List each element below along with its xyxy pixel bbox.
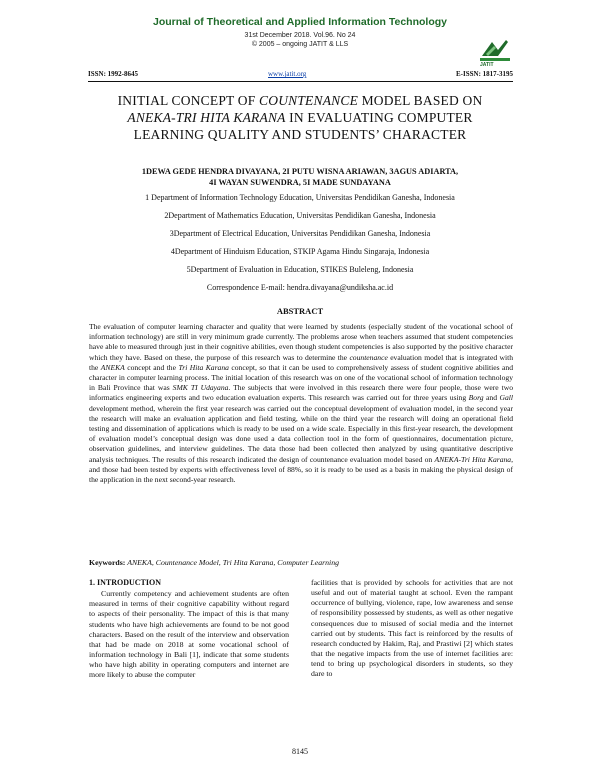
correspondence-email: Correspondence E-mail: hendra.divayana@undiksha.ac.id — [206, 283, 394, 292]
eissn: E-ISSN: 1817-3195 — [456, 70, 513, 78]
keywords-text: ANEKA, Countenance Model, Tri Hita Karana, Computer Learning — [125, 558, 340, 567]
abstract-text: development method, wherein the first year research was carried out the conceptual development of evaluation model, in the second year the research will make an evaluation application and field testing, while on the third year the research will doing an operational field testing and dissemination of applications which is ready to be used on a wide scale. Especially in this first-year research, the development of evaluation model’s conceptual design was done used a data collection tool in the form of questionnaires, documentation picture, observation guidelines, and interview guidelines. The data those had been collected then analyzed by using quantitative descriptive analysis techniques. The results of this research indicated the design of countenance evaluation model based on — [89, 403, 513, 464]
affiliation-4: 4Department of Hinduism Education, STKIP Agama Hindu Singaraja, Indonesia — [170, 247, 430, 256]
abstract-italic: SMK TI Udayana — [172, 383, 229, 393]
abstract-text: and — [483, 393, 500, 403]
title-text-6: LEARNING QUALITY AND STUDENTS’ CHARACTER — [133, 127, 467, 142]
title-text-1: INITIAL CONCEPT OF — [117, 93, 260, 108]
author-list — [90, 166, 510, 188]
authors-line-2: 4I WAYAN SUWENDRA, 5I MADE SUNDAYANA — [209, 178, 391, 187]
journal-title: Journal of Theoretical and Applied Information Technology — [152, 16, 447, 28]
abstract-italic: Tri Hita Karana — [178, 362, 229, 372]
section-heading: 1. INTRODUCTION — [89, 578, 162, 587]
abstract-body — [89, 322, 513, 485]
authors-line-1: 1DEWA GEDE HENDRA DIVAYANA, 2I PUTU WISNA ARIAWAN, 3AGUS ADIARTA, — [141, 167, 459, 176]
affiliation-1: 1 Department of Information Technology Education, Universitas Pendidikan Ganesha, Indonesia — [145, 193, 455, 202]
abstract-text: concept, so that it can be used to comprehensively assess of student cognitive abilities and character in computer learning process. The initial location of this research was on one of the vocational school of information technology in Bali Province that was — [89, 362, 514, 393]
abstract-text: , and those had been tested by experts with effectiveness level of 88%, so it is ready to be used as a basis in making the physical design of the application in the next second-year research. — [89, 454, 513, 485]
column-right — [311, 578, 513, 680]
affiliation-3: 3Department of Electrical Education, Universitas Pendidikan Ganesha, Indonesia — [169, 229, 431, 238]
abstract-text: The evaluation of computer learning character and quality that were learned by students (especially student of the vocational school of information technology) are still in very minimum grade currently. The problems arose when teachers assumed that student competencies have able to measured through just in their cognitive abilities, even though student competencies is also supported by the positive character which they have. Based on these, the purpose of this research was to determine the — [89, 322, 513, 362]
abstract-italic: Borg — [468, 393, 484, 403]
title-text-5: IN EVALUATING COMPUTER — [285, 110, 473, 125]
abstract-italic: countenance — [349, 352, 388, 362]
abstract-text: concept and the — [124, 362, 179, 372]
affiliation-5: 5Department of Evaluation in Education, STIKES Buleleng, Indonesia — [186, 265, 414, 274]
logo-text: JATIT — [480, 62, 494, 68]
title-text-3: MODEL BASED ON — [358, 93, 483, 108]
abstract-heading: ABSTRACT — [276, 306, 324, 316]
abstract-italic: Gall — [499, 393, 513, 403]
intro-paragraph-right: facilities that is provided by schools for activities that are not useful and out of material taught at school. Even the rampant occurrence of bullying, violence, rape, low awareness and sense of responsibility possessed by students, as well as other negative consequences due to misused of social media and the internet carried out by students. This fact is reinforced by the results of research conducted by Hakim, Raj, and Prastiwi [2] which states that the negative impacts from the use of internet facilities are: tend to bring up psychological disorders in students, so they dare to — [311, 578, 513, 679]
journal-url-link[interactable]: www.jatit.org — [268, 70, 307, 78]
intro-paragraph-left: Currently competency and achievement students are often measured in terms of their cognitive capability without regard to aspects of their personality. The impact of this is that many students who have high achievements are found to be not good characters. Based on the result of the interview and observation that had be made on 2018 at some vocational school of information technology in Bali [1], indicate that some students who have high ability in operating computers and internet are more likely to abuse the computer — [89, 589, 289, 680]
title-text-2: COUNTENANCE — [259, 93, 359, 108]
keywords — [89, 558, 513, 567]
header-divider — [88, 81, 513, 82]
affiliation-2: 2Department of Mathematics Education, Universitas Pendidikan Ganesha, Indonesia — [164, 211, 436, 220]
issn-row — [88, 70, 513, 80]
column-left — [89, 578, 289, 681]
abstract-text: . The subjects that were involved in this research there were four people, those were two informatics engineering experts and two education evaluation experts. This research was carried out for three years using — [89, 383, 513, 403]
paper-title — [70, 92, 530, 143]
page-number: 8145 — [292, 747, 308, 756]
issn: ISSN: 1992-8645 — [88, 70, 138, 78]
abstract-text: evaluation model that is integrated with the — [89, 352, 513, 372]
abstract-italic: ANEKA — [100, 362, 125, 372]
copyright-line: © 2005 – ongoing JATIT & LLS — [251, 40, 349, 48]
keywords-label: Keywords: — [89, 558, 126, 567]
jatit-logo-icon — [478, 36, 512, 64]
abstract-italic: ANEKA-Tri Hita Karana — [434, 454, 512, 464]
title-text-4: ANEKA-TRI HITA KARANA — [127, 110, 286, 125]
issue-date: 31st December 2018. Vol.96. No 24 — [244, 32, 356, 39]
